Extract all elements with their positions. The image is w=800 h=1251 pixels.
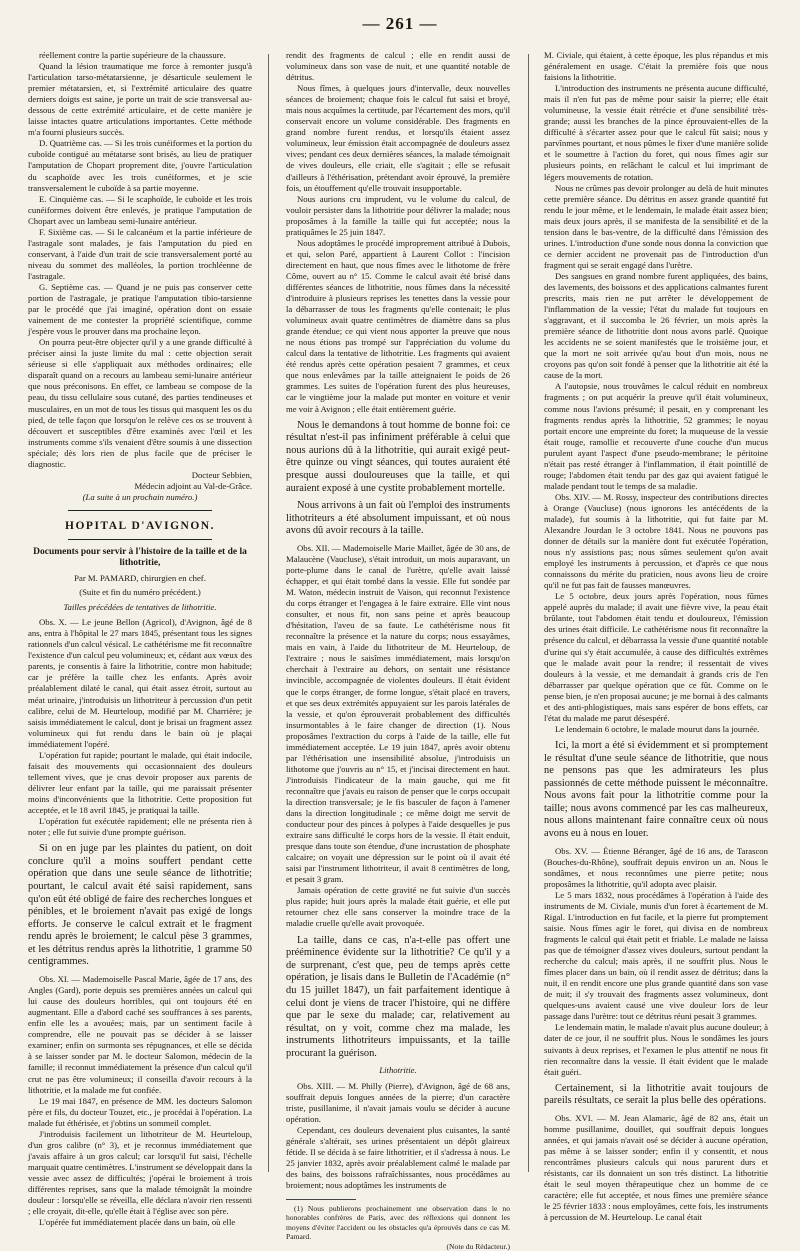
footnote-rule (286, 1199, 356, 1200)
hospital-title: HOPITAL D'AVIGNON. (65, 519, 215, 532)
paragraph: Nous aurions cru imprudent, vu le volume du calcul, de vouloir persister dans la lithotritie pour délivrer la malade; nous proposâmes à la famille la taille qui fut acceptée; nous la pratiquâmes le 25 juin 1847. (286, 193, 510, 237)
paragraph: Jamais opération de cette gravité ne fut suivie d'un succès plus rapide; huit jours après la malade était guérie, et elle put retourner chez elle sans conserver la moindre trace de la maladie cruelle qu'elle avait provoquée. (286, 885, 510, 929)
column-2 (286, 50, 510, 1251)
paragraph: L'introduction des instruments ne présenta aucune difficulté, mais il n'en fut pas de même pour saisir la pierre; elle était volumineuse, la vessie était rétrécie et d'une sensibilité très-grande; aussi les branches de la pince éprouvaient-elles de la difficulté à s'écarter assez pour que le calcul fût saisi; nous y parvînmes pourtant, et nous pûmes le fixer d'une manière solide et le soumettre à l'action du foret, qui nous fîmes agir sur plusieurs points, en relâchant le calcul et lui imprimant de légers mouvements de rotation. (544, 83, 768, 182)
paragraph: Cependant, ces douleurs devenaient plus cuisantes, la santé générale s'altérait, ses urines présentaient un dépôt glaireux fétide. Il se décida à se faire lithotritier, et il s'adressa à nous. Le 25 janvier 1832, après avoir préalablement calmé le malade par des bains, des boissons rafraîchissantes, nous procédâmes au broiement; nous adoptâmes les instruments de (286, 1124, 510, 1190)
paragraph: Nous adoptâmes le procédé improprement attribué à Dubois, et qui, selon Paré, appartient à Laurent Collot : l'incision directement en haut, que nous fîmes avec le lithotome de frère Côme, ouvert au n° 15. Comme le calcul avait été brisé dans différentes séances de lithotritie, nous fûmes dans la nécessité d'introduire à plusieurs reprises les tenettes dans la vessie pour la débarrasser de tous les fragments qu'elle contenait; le plus volumineux avait quatre centimètres de diamètre dans sa plus grande étendue; ce qui vient nous apporter la preuve que nous ne nous étions pas trompé sur l'appréciation du volume du calcul dans la tentative de lithotritie. Les fragments qui avaient été rendus après cette opération pesaient 7 grammes, et ceux que nous enlevâmes par la taille atteignaient le poids de 26 grammes. Les suites de l'opération furent des plus heureuses, car le vingtième jour la malade put monter en voiture et venir me voir à Avignon ; elle était entièrement guérie. (286, 237, 510, 414)
paragraph: D. Quatrième cas. — Si les trois cunéiformes et la portion du cuboïde contigué au métatarse sont brisés, au lieu de pratiquer l'amputation de Chopart proprement dite, j'ouvre l'articulation du scaphoïde avec les trois cunéiformes, et je scie transversalement le cuboïde à sa partie moyenne. (28, 138, 252, 193)
paragraph: Le lendemain matin, le malade n'avait plus aucune douleur; à dater de ce jour, il ne souffrit plus. Nous le sondâmes les jours suivants à deux reprises, et l'examen le plus attentif ne nous fit rien reconnaître dans la vessie. Il était évident que le malade était guéri. (544, 1022, 768, 1077)
paragraph: J'introduisis facilement un lithotriteur de M. Heurteloup, d'un gros calibre (n° 3), et je reconnus immédiatement que j'avais affaire à un gros calcul; car lorsqu'il fut saisi, l'échelle marquait quatre centimètres. L'instrument se développait dans la vessie avec assez de difficultés; j'opérai le broiement à trois différentes reprises, sans que la malade témoignât la moindre douleur : lorsqu'elle se réveilla, elle déclara n'avoir rien ressenti ; elle croyait, dit-elle, qu'elle était à l'église avec son père. (28, 1128, 252, 1217)
paragraph: M. Civiale, qui étaient, à cette époque, les plus répandus et mis généralement en usage. C'était la première fois que nous faisions la lithotritie. (544, 50, 768, 83)
document-title: Documents pour servir à l'histoire de la taille et de la lithotritie, (33, 546, 247, 569)
paragraph: G. Septième cas. — Quand je ne puis pas conserver cette portion de l'astragale, je pratique l'amputation tibio-tarsienne par le procédé que j'ai imaginé, opération dont on essaie vainement de me contester la propriété scientifique, comme j'espère vous le prouver dans ma prochaine leçon. (28, 281, 252, 337)
column-1 (28, 50, 252, 1228)
paragraph: Le lendemain 6 octobre, le malade mourut dans la journée. (555, 723, 760, 734)
section-rule (68, 510, 212, 511)
paragraph: L'opération fut rapide; pourtant le malade, qui était indocile, faisait des mouvements qui occasionnaient des douleurs tellement vives, que je crus devoir proposer aux parents de délivrer leur enfant par la taille, qui me paraissait présenter moins d'inconvénients que la lithotritie. Cette proposition fut acceptée, et le 18 avril 1845, je pratiquai la taille. (28, 749, 252, 815)
observation-11: Obs. XI. — Mademoiselle Pascal Marie, âgée de 17 ans, des Angles (Gard), porte depuis ses premières années un calcul qui lui cause des douleurs horribles, qui ont toujours été en augmentant. Elle a d'abord caché ses souffrances à ses parents, enfin elle les a avouées; mais, par un sentiment facile à comprendre, elle ne pouvait pas se décider à se laisser examiner; enfin on surmonta ses répugnances, et elle se décida à se laisser sonder par M. le docteur Salomon, médecin de la famille; il reconnut immédiatement la présence d'un calcul qu'il crut ne pas être volumineux; il conseilla d'avoir recours à la lithotritie, et la malade me fut confiée. (28, 974, 252, 1095)
page-number: — 261 — (362, 14, 438, 33)
column-divider (268, 54, 269, 1172)
paragraph: E. Cinquième cas. — Si le scaphoïde, le cuboïde et les trois cunéiformes doivent être enlevés, je pratique l'amputation de Chopart avec un lambeau semi-lunaire antérieur. (28, 193, 252, 226)
emphasized-paragraph: Nous arrivons à un fait où l'emploi des instruments lithotriteurs a été absolument impuissant, et où nous avons dû avoir recours à la taille. (286, 500, 510, 537)
emphasized-paragraph: Nous le demandons à tout homme de bonne foi: ce résultat n'est-il pas infiniment préférable à celui que nous aurions dû à la lithotritie, qui aurait exigé peut-être quinze ou vingt séances, qui toutes auraient été presque aussi douloureuses que la taille, et qui auraient exposé à une cystite probablement mortelle. (286, 419, 510, 494)
paragraph: réellement contre la partie supérieure de la chaussure. (39, 50, 226, 60)
observation-12: Obs. XII. — Mademoiselle Marie Maillet, âgée de 30 ans, de Malaucène (Vaucluse), s'était introduit, un mois auparavant, un porte-plume dans le canal de l'urètre, qu'elle avait laissé échapper, et qui était tombé dans la vessie. Elle fut sondée par M. Waton, médecin instruit de Vaison, qui reconnut l'existence du corps étranger et l'engagea à le faire extraire. Elle vint nous consulter, et nous fit, non sans peine et après beaucoup d'hésitation, l'aveu de sa faute. Le cathétérisme nous fit reconnaître la présence et la nature du corps; nous essayâmes, mais en vain, à l'aide du lithotriteur de M. Heurteloup, de l'extraire ; nous le saisîmes immédiatement, mais lorsqu'on cherchait à l'extraire au dehors, on sentait une résistance invincible, accompagnée de violentes douleurs. Il était évident que le corps étranger, de forme longue, s'était placé en travers, et que ses deux extrémités appuyaient sur les parois latérales de la vessie, et qu'on éprouverait probablement des difficultés insurmontables à le faire changer de direction (1). Nous proposâmes l'extraction du corps à l'aide de la taille, elle fut immédiatement acceptée. Le 19 juin 1847, après avoir obtenu par l'éthérisation une insensibilité absolue, j'introduisis un lithotome que j'ouvris au n° 15, et j'incisai directement en haut. J'introduisis l'indicateur de la main gauche, qui me fit reconnaître que j'avais eu raison de penser que le corps occupait la direction transversale; je le fis basculer de façon à l'amener dans la direction longitudinale ; ce même doigt me servit de conducteur pour des pinces à polypes à l'aide desquelles je pus extraire sans difficulté le corps hors de la vessie. Il était enduit, presque dans toute son étendue, d'une incrustation de phosphate calcaire; on voyait une dépression sur le point où il avait été saisi par l'instrument lithotriteur, il avait 8 centimètres de long, et pesait 3 gram. (286, 542, 510, 885)
signature-title: Médecin adjoint au Val-de-Grâce. (134, 480, 252, 491)
continued-note: (La suite à un prochain numéro.) (82, 491, 198, 502)
paragraph: Des sangsues en grand nombre furent appliquées, des bains, des lavements, des boissons et des applications calmantes furent prescrits, mais rien ne put arrêter le développement de l'inflammation de la vessie; l'état du malade fut toujours en s'aggravant, et il succomba le 26 février, un mois après la première séance de lithotritie dont nous avons parlé. Quoique les accidents ne se soient manifestés que le troisième jour, et que la mort ne soit arrivée qu'au bout d'un mois, nous ne croyons pas qu'on soit fondé à penser que la lithotritie ait été la cause de la mort. (544, 270, 768, 381)
follow-note: (Suite et fin du numéro précédent.) (79, 587, 201, 598)
emphasized-paragraph: Si on en juge par les plaintes du patient, on doit conclure qu'il a moins souffert pendant cette opération que dans une seule séance de lithotritie; pourtant, le calcul avait été saisi rapidement, sans qu'on eût été obligé de faire des recherches longues et pénibles, et le broiement n'avait pas exigé de longs efforts. Je conserve le calcul extrait et le fragment rendu après le broiement; le calcul pèse 3 grammes, et les détritus rendus après la lithotritie, 1 gramme 50 centigrammes. (28, 843, 252, 968)
paragraph: Le 19 mai 1847, en présence de MM. les docteurs Salomon père et fils, du docteur Touzet, etc., je procédai à l'opération. La malade fut éthérisée, et j'obtins un sommeil complet. (28, 1095, 252, 1128)
observation-16: Obs. XVI. — M. Jean Alamaric, âgé de 82 ans, était un homme pusillanime, douillet, qui souffrait depuis longues années, et qui jamais n'avait osé se décider à aucune opération, pas même à se laisser sonder; enfin il y consentit, et nous rencontrâmes plusieurs calculs qui nous parurent durs et résistants, car ils donnaient un son très distinct. La lithotritie était le seul moyen thérapeutique chez un homme de ce caractère; elle fut acceptée, et nous fîmes une première séance le 25 février 1833 : nous employâmes, cette fois, les instruments à percussion de M. Heurteloup. Le canal était (544, 1112, 768, 1223)
footnote-signature: (Note du Rédacteur.) (446, 1241, 510, 1251)
paragraph: A l'autopsie, nous trouvâmes le calcul réduit en nombreux fragments ; on put acquérir la preuve qu'il était volumineux, comme nous l'avions présumé; il pesait, en y comprenant les fragments rendus après la lithotritie, 52 grammes; le noyau portait encore une empreinte du foret; la muqueuse de la vessie était rouge, ramollie et recouverte d'une couche d'un mucus purulent ayant l'aspect d'une pseudo-membrane; le péritoine n'était pas resté étranger à l'inflammation, il était pointillé de rouge; l'abdomen était tendu par des gaz qui avaient fatigué le malade pendant tout le temps de sa maladie. (544, 381, 768, 491)
paragraph: F. Sixième cas. — Si le calcanéum et la partie inférieure de l'astragale sont malades, je fais l'amputation du pied en conservant, à l'aide d'un trait de scie transversalement porté au niveau du sommet des malléoles, la portion trochléenne de l'astragale. (28, 226, 252, 281)
emphasized-paragraph: Ici, la mort a été si évidemment et si promptement le résultat d'une seule séance de lithotritie, que nous ne pensons pas que les admirateurs les plus passionnés de cette méthode puissent le méconnaître. Nous avons fait pour la lithotritie comme pour la taille; nous avons commencé par les cas malheureux, nous allons maintenant faire connaître ceux où nous avons eu à nous en louer. (544, 739, 768, 840)
observation-13: Obs. XIII. — M. Philly (Pierre), d'Avignon, âgé de 68 ans, souffrait depuis longues années de la pierre; d'un caractère triste, pusillanime, il n'avait jamais voulu se décider à aucune opération. (286, 1080, 510, 1124)
emphasized-paragraph: La taille, dans ce cas, n'a-t-elle pas offert une prééminence évidente sur la lithotritie? Ce qu'il y a de surprenant, c'est que, peu de temps après cette opération, je lisais dans le Bulletin de l'Académie (n° du 15 juillet 1847), un fait parfaitement identique à celui dont je viens de tracer l'histoire, qui ne diffère que par le sexe du malade; car, relativement au résultat, on y voit, comme chez ma malade, les instruments lithotriteurs impuissants, et la taille procurant la guérison. (286, 934, 510, 1059)
paragraph: rendit des fragments de calcul ; elle en rendit aussi de volumineux dans son vase de nuit, et une quantité notable de détritus. (286, 50, 510, 83)
section-heading: Tailles précédées de tentatives de lithotritie. (63, 602, 217, 613)
paragraph: L'opération fut exécutée rapidement; elle ne présenta rien à noter ; elle fut suivie d'une prompte guérison. (28, 816, 252, 838)
footnote: (1) Nous publierons prochainement une observation dans le no honorables confrères de Paris, avec des réflexions qui donnent les moyens d'éviter l'accident ou les obstacles qu'a éprouvés dans ce cas M. Pamard. (286, 1203, 510, 1242)
observation-14: Obs. XIV. — M. Rossy, inspecteur des contributions directes à Orange (Vaucluse) (nous ignorons les antécédents de la malade), fut soumis à la lithotritie, qui fut faite par M. Alexandre Jourdan le 3 octobre 1841. Nous ne pouvons pas donner de détails sur la manière dont fut exécutée l'opération, nous n'y assistions pas; nous sûmes seulement qu'on avait employé les instruments à percussion, et d'après ce que nous connaissons du mérite du praticien, nous avons lieu de croire qu'il ne fut pas fait de fausses manœuvres. (544, 491, 768, 591)
column-3 (544, 50, 768, 1223)
section-rule (68, 539, 212, 540)
paragraph: Quand la lésion traumatique me force à remonter jusqu'à l'articulation tarso-métatarsienne, je désarticule seulement le premier métatarsien, et, si l'extrémité articulaire des quatre derniers doigts est saine, je porte un trait de scie transversal au-dessous de cette extrémité articulaire, et de cette manière je laisse intactes quatre articulations importantes. Cette méthode m'a fourni plusieurs succès. (28, 61, 252, 138)
paragraph: Nous fîmes, à quelques jours d'intervalle, deux nouvelles séances de broiement; chaque fois le calcul fut saisi et broyé, mais nous acquîmes la certitude, par l'écartement des mors, qu'il conservait encore un volume considérable. Des fragments en grand nombre furent rendus, et lorsqu'ils étaient assez volumineux, leur émission était accompagnée de douleurs assez vives; pendant ces deux dernières séances, la malade témoignait de vives douleurs, elle criait, elle s'agitait ; elle se refusait d'ailleurs à l'éthérisation, prétendant avoir éprouvé, la première fois, un étouffement qu'elle trouvait insupportable. (286, 83, 510, 193)
paragraph: Nous ne crûmes pas devoir prolonger au delà de huit minutes cette première séance. Du détritus en assez grande quantité fut rendu le jour même, et le lendemain, le malade était assez bien; mais deux jours après, il se manifesta de la sensibilité et de la tension dans le bas-ventre, de la difficulté dans l'émission des urines. L'introduction d'une sonde nous donna la conviction que ce dernier accident ne provenait pas de l'introduction d'un fragment qui se serait engagé dans l'urètre. (544, 182, 768, 270)
paragraph: Le 5 octobre, deux jours après l'opération, nous fûmes appelé auprès du malade; il avait une fièvre vive, la peau était brûlante, tout l'abdomen était tendu et douloureux, l'émission des urines était difficile. Le cathétérisme nous fit reconnaître la présence du calcul, et débarrassa la vessie d'une quantité notable d'urine qui s'y était accumulée, à cause des difficultés extrêmes que le malade avait pour la rendre; il ressentait de vives douleurs à la vessie, et me demandait à grands cris de l'en débarrasser par quelque opération que ce fût. Comme on le pense bien, je n'en proposai aucune; je me bornai à des calmants et des anti-phlogistiques, mais sans espérer de bons effets, car l'état du malade me parut désespéré. (544, 591, 768, 723)
observation-15: Obs. XV. — Étienne Béranger, âgé de 16 ans, de Tarascon (Bouches-du-Rhône), souffrait depuis environ un an. Nous le sondâmes, et nous reconnûmes une pierre petite; nous proposâmes la lithotritie, qu'il adopta avec plaisir. (544, 845, 768, 889)
paragraph: Le 5 mars 1832, nous procédâmes à l'opération à l'aide des instruments de M. Civiale, munis d'un foret à écartement de M. Rigal. L'introduction en fut facile, et la pierre fut promptement saisie. Nous fîmes agir le foret, qui divisa en de nombreux fragments le calcul qui était petit et friable. Le malade ne laissa pas que de témoigner d'assez vives douleurs, surtout pendant la recherche du calcul; mais après, il ne souffrit plus. Nous le fîmes placer dans un bain, où il rendit assez de détritus; dans la nuit, il en rendit encore une plus grande quantité dans son vase de nuit; il s'y trouvait des fragments assez volumineux, dont quelques-uns avaient causé une vive douleur lors de leur passage dans l'urètre: tout ce détritus réuni pesait 3 grammes. (544, 889, 768, 1022)
section-heading: Lithotritie. (379, 1065, 417, 1076)
author-line: Par M. PAMARD, chirurgien en chef. (74, 573, 206, 584)
paragraph: On pourra peut-être objecter qu'il y a une grande difficulté à préciser ainsi la juste limite du mal : cette objection serait sérieuse si elle s'appliquait aux méthodes ordinaires; elle disparaît quand on a recours au lambeau semi-lunaire antérieur que nous préconisons. En effet, ce lambeau se compose de la peau, du tissu cellulaire sous cutané, des parties tendineuses et musculaires, en un mot de tous les tissus qui masquent les os du pied, de telle façon que lorsqu'on le relève ces os se trouvent à découvert et susceptibles d'être examinés avec l'œil et les instruments comme s'ils venaient d'être soumis à une dissection spéciale; dès lors rien de plus facile que de préciser le diagnostic. (28, 337, 252, 469)
paragraph: L'opérée fut immédiatement placée dans un bain, où elle (39, 1217, 236, 1228)
observation-10: Obs. X. — Le jeune Bellon (Agricol), d'Avignon, âgé de 8 ans, entra à l'hôpital le 27 mars 1845, présentant tous les signes rationnels d'un calcul vésical. Le cathétérisme me fit reconnaître l'existence d'un calcul peu volumineux; et, cédant aux vœux des parents, je consentis à faire la lithotritie, contre mon habitude; car je préfère la taille chez les enfants. Après avoir préalablement dilaté le canal, qui était assez étroit, surtout au méat urinaire, j'introduisis un lithotriteur à percussion d'un petit calibre, celui de M. Heurteloup, modifié par M. Charrière; je saisis immédiatement le calcul, dont je brisai un fragment assez volumineux qui fut rendu dans le bain où je plaçai immédiatement l'opéré. (28, 617, 252, 749)
emphasized-paragraph: Certainement, si la lithotritie avait toujours de pareils résultats, ce serait la plus belle des opérations. (544, 1082, 768, 1107)
signature: Docteur Sebbien, (191, 469, 252, 480)
column-divider (528, 54, 529, 1172)
